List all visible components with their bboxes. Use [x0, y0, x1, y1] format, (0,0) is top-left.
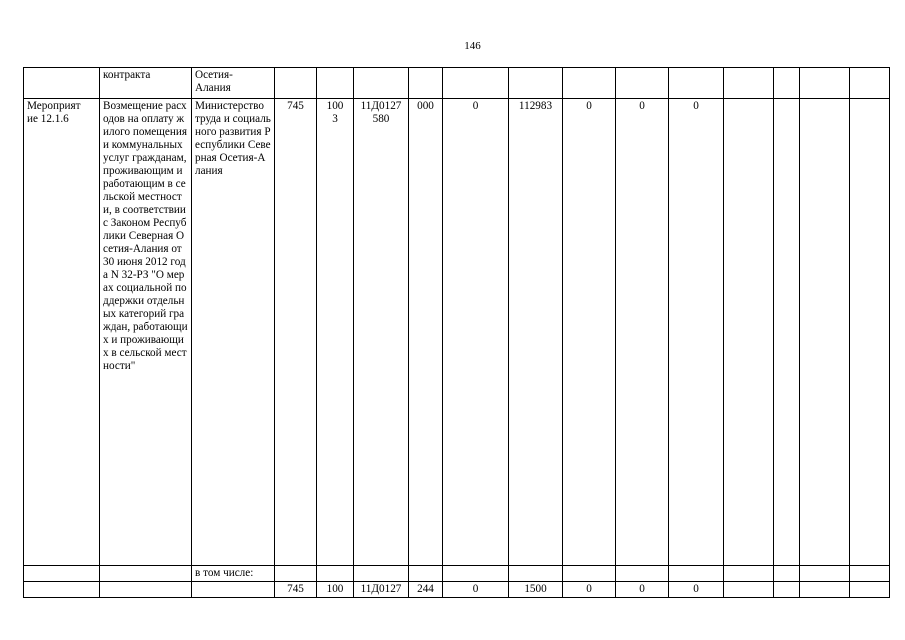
- cell-csr: 11Д0127 580: [354, 99, 409, 566]
- cell-value-2: 1500: [509, 582, 563, 598]
- cell-vr: 244: [409, 582, 443, 598]
- cell-value-2: 112983: [509, 99, 563, 566]
- table-row: [24, 582, 890, 598]
- cell-rzpr: 100 3: [317, 99, 354, 566]
- cell-executor: Министерство труда и социального развития Республики Северная Осетия-Алания: [192, 99, 275, 566]
- cell-value-1: 0: [443, 582, 509, 598]
- cell-event-name: Мероприят ие 12.1.6: [24, 99, 100, 566]
- budget-table: [23, 67, 890, 598]
- cell-value-4: 0: [616, 582, 669, 598]
- cell-value-3: 0: [563, 99, 616, 566]
- executor-text: Осетия- Алания: [195, 69, 233, 94]
- cell-grbs: 745: [275, 99, 317, 566]
- cell-value-5: 0: [669, 99, 724, 566]
- page-number: 146: [464, 40, 481, 52]
- cell-description: контракта: [100, 68, 192, 99]
- cell-value-3: 0: [563, 582, 616, 598]
- cell-value-1: 0: [443, 99, 509, 566]
- cell-including: в том числе:: [192, 566, 275, 582]
- cell-grbs: 745: [275, 582, 317, 598]
- cell-vr: 000: [409, 99, 443, 566]
- cell-csr: 11Д0127: [354, 582, 409, 598]
- table-row: [24, 68, 890, 99]
- table-row: [24, 99, 890, 566]
- cell-description: Возмещение расходов на оплату жилого помещения и коммунальных услуг гражданам, проживающим и работающим в сельской местности, в соответствии с Законом Республики Северная Осетия-Алания от 30 июня 2012 года N 32-РЗ "О мерах социальной поддержки отдельных категорий граждан, работающих и проживающих в сельской местности": [100, 99, 192, 566]
- cell-rzpr: 100: [317, 582, 354, 598]
- table-row: [24, 566, 890, 582]
- cell-value-4: 0: [616, 99, 669, 566]
- cell-event-name: [24, 68, 100, 99]
- cell-executor: [192, 68, 275, 99]
- cell-value-5: 0: [669, 582, 724, 598]
